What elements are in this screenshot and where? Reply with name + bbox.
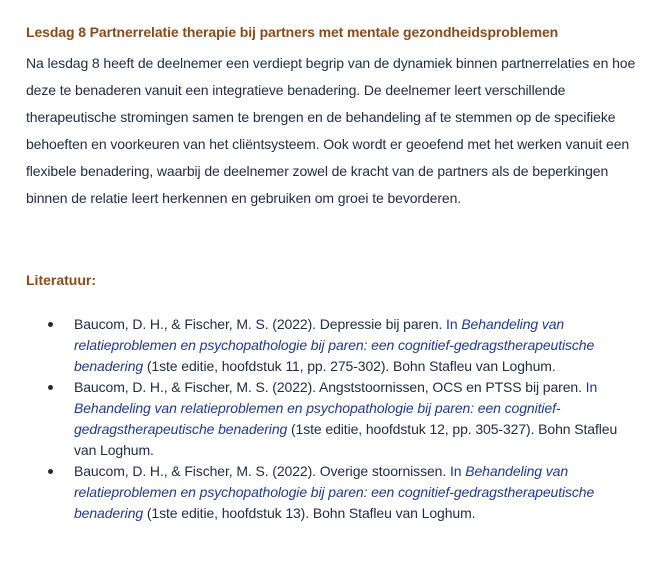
reference-details: (1ste editie, hoofdstuk 12, pp. 305-327). Bohn Stafleu van Loghum. (74, 421, 618, 458)
bullet-icon (48, 385, 53, 390)
reference-in: In (449, 463, 466, 479)
reference-item-3 (26, 461, 638, 524)
reference-authors: Baucom, D. H., & Fischer, M. S. (2022). Overige stoornissen. (74, 463, 450, 479)
reference-book-title: Behandeling van relatieproblemen en psychopathologie bij paren: een cognitief-gedragstherapeutische benadering (74, 316, 595, 374)
bullet-icon (48, 469, 53, 474)
bullet-icon (48, 322, 53, 327)
intro-paragraph: Na lesdag 8 heeft de deelnemer een verdiept begrip van de dynamiek binnen partnerrelaties en hoe deze te benaderen vanuit een integratieve benadering. De deelnemer leert verschillende therapeutische stromingen samen te brengen en de behandeling af te stemmen op de specifieke behoeften en voorkeuren van het cliëntsysteem. Ook wordt er geoefend met het werken vanuit een flexibele benadering, waarbij de deelnemer zowel de kracht van de partners als de beperkingen binnen de relatie leert herkennen en gebruiken om groei te bevorderen. (26, 55, 636, 206)
section-heading: Lesdag 8 Partnerrelatie therapie bij partners met mentale gezondheidsproblemen (26, 24, 559, 40)
reference-in: In (446, 316, 462, 332)
reference-list (26, 314, 638, 524)
reference-details: (1ste editie, hoofdstuk 13). Bohn Stafleu van Loghum. (143, 505, 476, 521)
reference-authors: Baucom, D. H., & Fischer, M. S. (2022). Depressie bij paren. (74, 316, 447, 332)
reference-book-title: Behandeling van relatieproblemen en psychopathologie bij paren: een cognitief-gedragstherapeutische benadering (74, 400, 561, 437)
literature-label: Literatuur: (26, 272, 96, 288)
reference-in: In (585, 379, 598, 395)
reference-authors: Baucom, D. H., & Fischer, M. S. (2022). Angststoornissen, OCS en PTSS bij paren. (74, 379, 586, 395)
content-page (26, 22, 638, 524)
reference-item-2 (26, 377, 638, 461)
reference-book-title: Behandeling van relatieproblemen en psychopathologie bij paren: een cognitief-gedragstherapeutische benadering (74, 463, 595, 521)
reference-details: (1ste editie, hoofdstuk 11, pp. 275-302). Bohn Stafleu van Loghum. (143, 358, 556, 374)
reference-item-1 (26, 314, 638, 377)
